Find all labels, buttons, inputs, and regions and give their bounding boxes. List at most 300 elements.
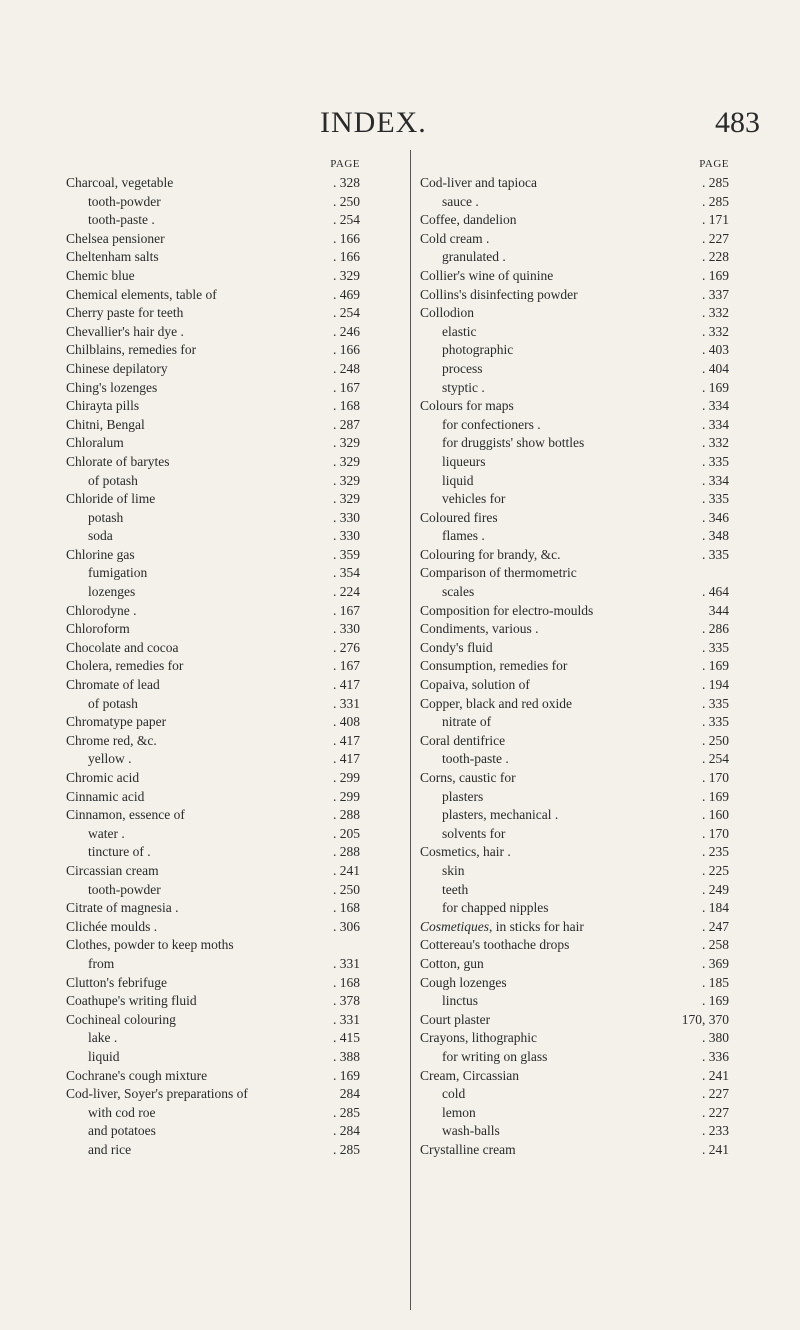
entry-page: . 250 [702, 732, 729, 748]
index-entry [66, 750, 360, 769]
entry-page: . 330 [333, 509, 360, 525]
index-entry [420, 527, 729, 546]
index-entry [66, 1011, 360, 1030]
entry-page: 344 [708, 602, 729, 618]
entry-label: Coffee, dandelion [420, 212, 517, 228]
entry-label: yellow . [88, 751, 132, 767]
entry-page: . 332 [702, 305, 729, 321]
entry-page: . 169 [702, 379, 729, 395]
index-entry [420, 676, 729, 695]
entry-label: Chromic acid [66, 770, 140, 785]
index-entry [420, 323, 729, 342]
index-entry [66, 360, 360, 379]
entry-page: . 227 [702, 1104, 729, 1120]
index-entry [66, 564, 360, 583]
entry-label: Chloride of lime [66, 491, 156, 507]
entry-label: Cosmetiques, in sticks for hair [420, 918, 584, 934]
index-entry [420, 602, 729, 621]
index-entry [420, 843, 729, 862]
entry-label: Cochineal colouring [66, 1011, 176, 1027]
entry-label: Copaiva, solution of [420, 677, 530, 693]
entry-page: . 227 [702, 1086, 729, 1102]
entry-label: photographic [442, 342, 514, 358]
column-heading [420, 158, 729, 174]
index-entry [420, 1122, 729, 1141]
entry-page: . 288 [333, 807, 360, 823]
index-entry [66, 453, 360, 472]
entry-label: scales [442, 584, 475, 600]
index-entry [66, 1141, 360, 1160]
entry-page: . 299 [333, 788, 360, 804]
entry-page: . 227 [702, 230, 729, 246]
entry-page: . 329 [333, 491, 360, 507]
entry-label: liquid [442, 472, 474, 488]
column-divider [410, 150, 411, 1310]
entry-page: . 336 [702, 1048, 729, 1064]
entry-label: Chlorine gas [66, 546, 135, 562]
entry-page: . 415 [333, 1030, 360, 1046]
entry-page: . 331 [333, 695, 360, 711]
entry-label: linctus [442, 993, 478, 1009]
index-entry [66, 1029, 360, 1048]
entry-label: Clothes, powder to keep moths [66, 937, 234, 953]
entry-page: . 288 [333, 844, 360, 860]
index-entry [420, 974, 729, 993]
entry-page: . 331 [333, 955, 360, 971]
entry-page: . 249 [702, 881, 729, 897]
entry-label: potash [88, 509, 124, 525]
entry-page: . 254 [333, 212, 360, 228]
index-entry [420, 490, 729, 509]
index-entry [66, 974, 360, 993]
entry-label: teeth [442, 881, 469, 897]
entry-label: for writing on glass [442, 1048, 548, 1064]
index-entry [420, 639, 729, 658]
entry-page: . 225 [702, 862, 729, 878]
entry-page: . 408 [333, 714, 360, 730]
entry-label: of potash [88, 695, 138, 711]
entry-label: Chelsea pensioner [66, 230, 165, 246]
entry-page: . 167 [333, 602, 360, 618]
index-entry [66, 416, 360, 435]
entry-page: . 169 [702, 267, 729, 283]
entry-page: . 417 [333, 732, 360, 748]
column-heading [66, 158, 360, 174]
index-entry [66, 695, 360, 714]
entry-label: Cochrane's cough mixture [66, 1067, 208, 1083]
index-entry [66, 583, 360, 602]
entry-label: and rice [88, 1141, 132, 1157]
entry-label: Collodion [420, 305, 475, 321]
index-column-right [420, 158, 729, 1159]
entry-label: Court plaster [420, 1011, 491, 1027]
entry-page: . 334 [702, 416, 729, 432]
index-entry [66, 304, 360, 323]
index-entry [420, 713, 729, 732]
entry-page: . 160 [702, 807, 729, 823]
index-entry [66, 341, 360, 360]
entry-page: . 346 [702, 509, 729, 525]
entry-page: . 285 [333, 1141, 360, 1157]
entry-page: . 169 [702, 788, 729, 804]
index-entry [420, 472, 729, 491]
entry-label: Chlorate of barytes [66, 453, 170, 469]
entry-label: Cherry paste for teeth [66, 305, 184, 321]
entry-label: Consumption, remedies for [420, 658, 568, 674]
index-entry [66, 1104, 360, 1123]
entry-page: . 171 [702, 212, 729, 228]
entry-label: Crystalline cream [420, 1141, 516, 1157]
entry-page: 284 [339, 1086, 360, 1102]
entry-label: Coathupe's writing fluid [66, 993, 197, 1009]
entry-label: Cholera, remedies for [66, 658, 184, 674]
entry-label: for chapped nipples [442, 900, 549, 916]
entry-page: . 330 [333, 528, 360, 544]
index-column-left [66, 158, 360, 1159]
entry-label: Chemical elements, table of [66, 286, 217, 302]
entry-label: from [88, 955, 115, 971]
entry-page: . 247 [702, 918, 729, 934]
index-entry [66, 211, 360, 230]
entry-page: . 284 [333, 1123, 360, 1139]
entry-page: . 224 [333, 584, 360, 600]
entry-page: . 299 [333, 770, 360, 785]
entry-page: . 166 [333, 230, 360, 246]
entry-label: Condy's fluid [420, 639, 493, 655]
entry-label: Chitni, Bengal [66, 416, 145, 432]
index-entry [66, 676, 360, 695]
index-entry [66, 248, 360, 267]
entry-label: Chromatype paper [66, 714, 167, 730]
page-number: 483 [715, 106, 760, 139]
entry-page: . 417 [333, 677, 360, 693]
entry-label: process [442, 360, 483, 376]
index-entry [420, 193, 729, 212]
index-entry [66, 379, 360, 398]
entry-page: . 168 [333, 974, 360, 990]
entry-label: Chrome red, &c. [66, 732, 157, 748]
index-entry [420, 267, 729, 286]
index-entry [66, 825, 360, 844]
index-entry [66, 397, 360, 416]
entry-label: tincture of . [88, 844, 151, 860]
entry-label: vehicles for [442, 491, 506, 507]
entry-label: Chilblains, remedies for [66, 342, 197, 358]
entry-label: Collins's disinfecting powder [420, 286, 578, 302]
index-entry [420, 286, 729, 305]
index-entry [66, 657, 360, 676]
entry-page: . 388 [333, 1048, 360, 1064]
page-header [0, 106, 800, 146]
entry-label: Cod-liver and tapioca [420, 175, 537, 190]
entry-page: . 330 [333, 621, 360, 637]
entry-page: . 285 [702, 193, 729, 209]
entry-label: Cheltenham salts [66, 249, 159, 265]
entry-label: tooth-paste . [88, 212, 155, 228]
entry-page: . 328 [333, 175, 360, 190]
entry-label: Cinnamic acid [66, 788, 145, 804]
entry-label: Cream, Circassian [420, 1067, 519, 1083]
entry-page: . 184 [702, 900, 729, 916]
entry-label: solvents for [442, 825, 506, 841]
entry-label: Comparison of thermometric [420, 565, 577, 581]
index-entry [66, 732, 360, 751]
entry-label: and potatoes [88, 1123, 156, 1139]
entry-label: wash-balls [442, 1123, 500, 1139]
entry-page: . 254 [333, 305, 360, 321]
entry-page: . 404 [702, 360, 729, 376]
entry-label: Chromate of lead [66, 677, 160, 693]
entry-page: . 378 [333, 993, 360, 1009]
entry-page: . 168 [333, 398, 360, 414]
entry-label: plasters [442, 788, 484, 804]
index-entry [66, 1122, 360, 1141]
entry-page: . 348 [702, 528, 729, 544]
entry-page: . 276 [333, 639, 360, 655]
entry-label: Condiments, various . [420, 621, 539, 637]
running-title: INDEX. [320, 106, 427, 139]
entry-page: . 185 [702, 974, 729, 990]
entry-page: . 335 [702, 491, 729, 507]
entry-label: sauce . [442, 193, 479, 209]
index-entry [420, 695, 729, 714]
index-entry [66, 769, 360, 788]
index-entry [66, 862, 360, 881]
entry-page: . 332 [702, 323, 729, 339]
index-entry [420, 881, 729, 900]
entry-label: liquid [88, 1048, 120, 1064]
entry-page: 170, 370 [681, 1011, 729, 1027]
entry-page: . 335 [702, 714, 729, 730]
entry-label: Coloured fires [420, 509, 498, 525]
index-entry [420, 248, 729, 267]
entry-label: Colours for maps [420, 398, 514, 414]
entry-label: liqueurs [442, 453, 486, 469]
entry-page: . 464 [702, 584, 729, 600]
entry-page: . 167 [333, 379, 360, 395]
entry-page: . 170 [702, 770, 729, 785]
index-entry [420, 230, 729, 249]
index-entry [66, 230, 360, 249]
entry-label: lozenges [88, 584, 136, 600]
index-entry [420, 1029, 729, 1048]
index-entry [66, 843, 360, 862]
entry-label: Chlorodyne . [66, 602, 137, 618]
index-entry [66, 323, 360, 342]
entry-label: Colouring for brandy, &c. [420, 546, 561, 562]
index-entry [420, 620, 729, 639]
index-entry [420, 434, 729, 453]
index-entry [420, 732, 729, 751]
entry-page: . 250 [333, 881, 360, 897]
entry-page: . 170 [702, 825, 729, 841]
entry-page: . 169 [702, 993, 729, 1009]
entry-page: . 403 [702, 342, 729, 358]
entry-label: cold [442, 1086, 466, 1102]
entry-label: water . [88, 825, 125, 841]
entry-label: Chevallier's hair dye . [66, 323, 184, 339]
entry-label: fumigation [88, 565, 148, 581]
entry-page: . 286 [702, 621, 729, 637]
index-entry [420, 788, 729, 807]
entry-page: . 254 [702, 751, 729, 767]
entry-page: . 329 [333, 267, 360, 283]
index-entry [66, 472, 360, 491]
index-entry [66, 936, 360, 955]
index-entry [420, 564, 729, 583]
entry-page: . 248 [333, 360, 360, 376]
entry-label: Cough lozenges [420, 974, 507, 990]
entry-label: Chirayta pills [66, 398, 140, 414]
entry-label: Chocolate and cocoa [66, 639, 179, 655]
index-entry [420, 1141, 729, 1160]
index-entry [66, 174, 360, 193]
index-entry [66, 527, 360, 546]
index-entry [66, 286, 360, 305]
entry-page: . 335 [702, 453, 729, 469]
entry-page: . 169 [702, 658, 729, 674]
index-entry [420, 936, 729, 955]
entry-label: Cottereau's toothache drops [420, 937, 570, 953]
index-entry [66, 1048, 360, 1067]
index-entry [420, 750, 729, 769]
entry-label: Chloralum [66, 435, 124, 451]
entry-page: . 335 [702, 546, 729, 562]
entry-label: Circassian cream [66, 862, 159, 878]
index-entry [420, 806, 729, 825]
page-column-label: PAGE [330, 158, 360, 170]
entry-label: styptic . [442, 379, 485, 395]
index-entry [420, 918, 729, 937]
index-entry [66, 1067, 360, 1086]
index-entry [420, 1085, 729, 1104]
index-entry [66, 546, 360, 565]
entry-page: . 241 [702, 1067, 729, 1083]
entry-label: Composition for electro-moulds [420, 602, 594, 618]
entry-page: . 258 [702, 937, 729, 953]
entry-page: . 329 [333, 472, 360, 488]
entry-label: Collier's wine of quinine [420, 267, 554, 283]
index-entry [420, 360, 729, 379]
index-entry [66, 434, 360, 453]
entry-page: . 205 [333, 825, 360, 841]
entry-page: . 241 [333, 862, 360, 878]
entry-page: . 469 [333, 286, 360, 302]
index-entry [66, 918, 360, 937]
index-entry [66, 955, 360, 974]
entry-page: . 250 [333, 193, 360, 209]
index-entry [420, 174, 729, 193]
entry-page: . 417 [333, 751, 360, 767]
entry-label: Clutton's febrifuge [66, 974, 168, 990]
entry-label: skin [442, 862, 465, 878]
index-entry [66, 881, 360, 900]
index-entry [66, 992, 360, 1011]
entry-page: . 167 [333, 658, 360, 674]
index-entry [420, 769, 729, 788]
index-entry [66, 899, 360, 918]
entry-label: tooth-paste . [442, 751, 509, 767]
entry-label: Charcoal, vegetable [66, 175, 174, 190]
index-entry [420, 341, 729, 360]
entry-label: lemon [442, 1104, 476, 1120]
entry-label: elastic [442, 323, 477, 339]
entry-page: . 233 [702, 1123, 729, 1139]
entry-label: Chloroform [66, 621, 130, 637]
entry-page: . 335 [702, 695, 729, 711]
entry-page: . 194 [702, 677, 729, 693]
index-entry [66, 490, 360, 509]
entry-page: . 334 [702, 398, 729, 414]
index-entry [420, 992, 729, 1011]
entry-page: . 285 [333, 1104, 360, 1120]
entry-label: Clichée moulds . [66, 918, 158, 934]
index-entry [420, 379, 729, 398]
entry-page: . 235 [702, 844, 729, 860]
entry-label: Cosmetics, hair . [420, 844, 511, 860]
entry-page: . 168 [333, 900, 360, 916]
index-entry [66, 806, 360, 825]
entry-label: Cinnamon, essence of [66, 807, 185, 823]
entry-label: granulated . [442, 249, 506, 265]
entry-page: . 285 [702, 175, 729, 190]
entry-label: Chinese depilatory [66, 360, 168, 376]
index-entry [66, 639, 360, 658]
entry-page: . 359 [333, 546, 360, 562]
entry-label: tooth-powder [88, 881, 161, 897]
entry-page: . 287 [333, 416, 360, 432]
index-entry [420, 657, 729, 676]
entry-label: nitrate of [442, 714, 492, 730]
entry-label: of potash [88, 472, 138, 488]
entry-page: . 337 [702, 286, 729, 302]
entry-page: . 228 [702, 249, 729, 265]
entry-label: Ching's lozenges [66, 379, 158, 395]
entry-label: plasters, mechanical . [442, 807, 559, 823]
index-entry [420, 397, 729, 416]
index-entry [66, 620, 360, 639]
entry-label: Copper, black and red oxide [420, 695, 573, 711]
index-entry [420, 416, 729, 435]
index-entry [66, 509, 360, 528]
entry-page: . 334 [702, 472, 729, 488]
entry-label: flames . [442, 528, 485, 544]
index-entry [66, 267, 360, 286]
entry-page: . 332 [702, 435, 729, 451]
entry-label: for confectioners . [442, 416, 541, 432]
index-entry [420, 1048, 729, 1067]
index-entry [420, 211, 729, 230]
entry-page: . 329 [333, 435, 360, 451]
index-entry [420, 1104, 729, 1123]
index-entry [420, 1067, 729, 1086]
entry-label: lake . [88, 1030, 118, 1046]
entry-page: . 169 [333, 1067, 360, 1083]
entry-label: Crayons, lithographic [420, 1030, 537, 1046]
index-entry [420, 955, 729, 974]
entry-label: Chemic blue [66, 267, 135, 283]
index-entry [420, 825, 729, 844]
entry-page: . 354 [333, 565, 360, 581]
entry-page: . 331 [333, 1011, 360, 1027]
entry-label: Coral dentifrice [420, 732, 506, 748]
index-entry [420, 453, 729, 472]
index-entry [66, 713, 360, 732]
entry-label: with cod roe [88, 1104, 156, 1120]
index-entry [66, 193, 360, 212]
entry-page: . 369 [702, 955, 729, 971]
entry-page: . 306 [333, 918, 360, 934]
